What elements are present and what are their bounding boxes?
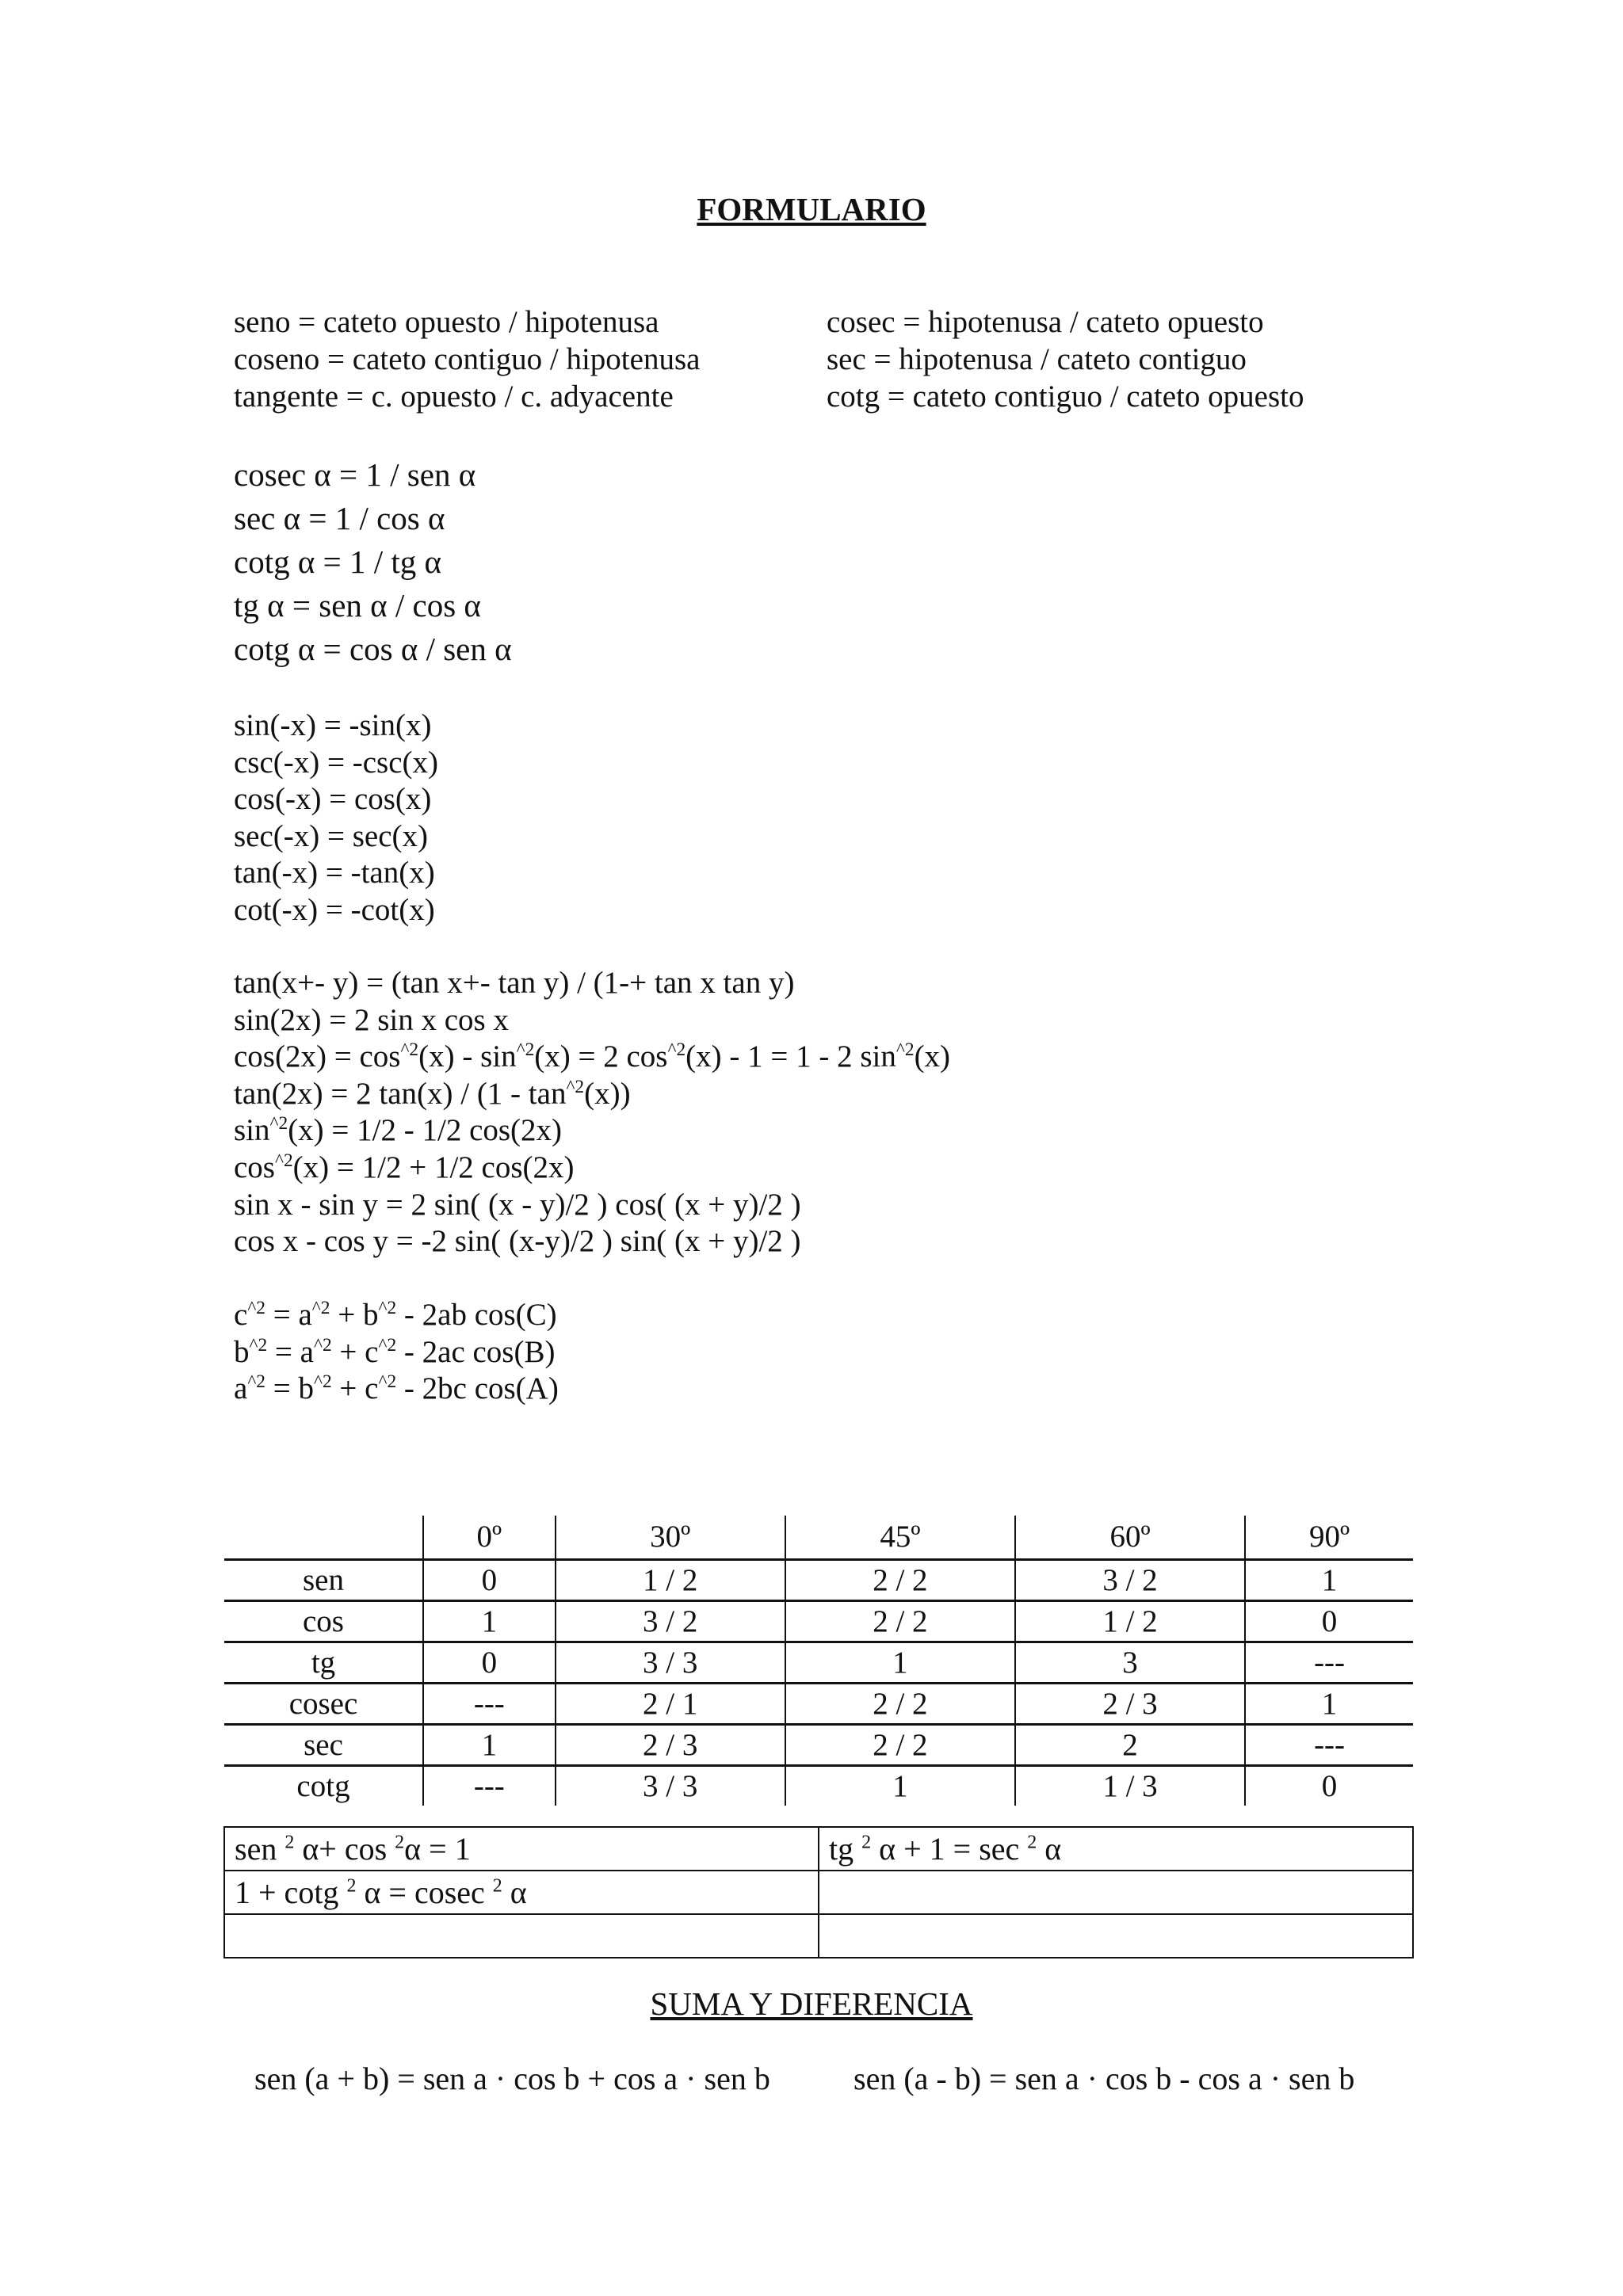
- sum-difference-title: SUMA Y DIFERENCIA: [650, 1985, 973, 2022]
- definitions-right: [827, 303, 1304, 415]
- formula-line: tan(2x) = 2 $\tan(x) / (1 - \tan^{\^{}2}(x))$: [234, 1076, 631, 1111]
- table-cell: 3 / 2: [1015, 1560, 1245, 1601]
- definition-line: seno = cateto opuesto / hipotenusa: [234, 305, 659, 339]
- table-cell: ---: [423, 1684, 556, 1725]
- table-header-row: [224, 1516, 1413, 1560]
- table-cell: 1 / 2: [1015, 1601, 1245, 1642]
- table-cell: cos: [224, 1601, 423, 1642]
- trig-values-table: [224, 1516, 1413, 1806]
- definitions-left: [234, 303, 700, 415]
- table-cell: 1 / 3: [1015, 1766, 1245, 1806]
- table-cell: 1: [1245, 1560, 1413, 1601]
- sum-formula: sen (a + b) = sen a · cos b + cos a · sen b: [254, 2061, 770, 2096]
- definition-line: sec = hipotenusa / cateto contiguo: [827, 342, 1247, 376]
- formula-line: csc(-x) = -csc(x): [234, 745, 439, 780]
- formula-line: tan(x+- y) = (tan x+- tan y) / (1-+ tan x tan y): [234, 966, 795, 1000]
- table-cell: 2 / 2: [785, 1601, 1015, 1642]
- identity-cell: sen $^2$ α+ cos $^2$α = 1: [224, 1827, 819, 1871]
- definition-line: cosec = hipotenusa / cateto opuesto: [827, 305, 1264, 339]
- table-cell: 2: [1015, 1725, 1245, 1766]
- table-cell: cosec: [224, 1684, 423, 1725]
- formula-line: cos x - cos y = -2 sin( (x-y)/2 ) sin( (x + y)/2 ): [234, 1224, 801, 1259]
- identity-cell: [819, 1871, 1413, 1914]
- table-row: [224, 1766, 1413, 1806]
- table-cell: 1 / 2: [556, 1560, 785, 1601]
- formula-line: cos(-x) = cos(x): [234, 782, 432, 817]
- table-header-cell: 90º: [1245, 1516, 1413, 1560]
- table-cell: 1: [423, 1725, 556, 1766]
- table-cell: ---: [423, 1766, 556, 1806]
- pythagorean-identities-table: [223, 1826, 1414, 1958]
- table-cell: ---: [1245, 1642, 1413, 1684]
- table-cell: 3 / 3: [556, 1766, 785, 1806]
- formula-line: cosec α = 1 / sen α: [234, 456, 476, 493]
- formula-line: $\sin^{\^{}2}(x) = 1/2 - 1/2$ cos(2x): [234, 1113, 563, 1148]
- table-row: [224, 1601, 1413, 1642]
- table-cell: 2 / 1: [556, 1684, 785, 1725]
- table-cell: 2 / 3: [556, 1725, 785, 1766]
- formula-line: cotg α = 1 / tg α: [234, 543, 441, 580]
- table-row: [224, 1725, 1413, 1766]
- identity-cell: [224, 1914, 819, 1958]
- table-cell: 0: [1245, 1766, 1413, 1806]
- page-title: FORMULARIO: [697, 191, 926, 227]
- table-cell: cotg: [296, 1768, 350, 1803]
- reciprocal-identities: [234, 453, 512, 671]
- formula-line: $a^{\^{}2} = b^{\^{}2} + c^{\^{}2} - 2bc$ cos(A): [234, 1371, 559, 1406]
- table-cell: 0: [423, 1560, 556, 1601]
- formula-line: tan(-x) = -tan(x): [234, 856, 435, 891]
- identity-cell: [819, 1914, 1413, 1958]
- table-cell: 2 / 2: [785, 1560, 1015, 1601]
- table-cell: sen: [224, 1560, 423, 1601]
- parity-identities: [234, 707, 438, 929]
- table-cell: 1: [785, 1766, 1015, 1806]
- formula-line: sec α = 1 / cos α: [234, 500, 445, 536]
- table-cell: 2 / 2: [785, 1725, 1015, 1766]
- identity-cell: 1 + cotg $^2$ α = cosec $^2$ α: [224, 1871, 819, 1914]
- formula-line: sin x - sin y = 2 sin( (x - y)/2 ) cos( (x + y)/2 ): [234, 1187, 801, 1222]
- table-header-cell: 60º: [1015, 1516, 1245, 1560]
- definition-line: tangente = c. opuesto / c. adyacente: [234, 379, 674, 414]
- law-of-cosines: [234, 1297, 559, 1408]
- table-header-cell: 45º: [785, 1516, 1015, 1560]
- formula-line: sec(-x) = sec(x): [234, 818, 429, 853]
- table-header-cell: 0º: [423, 1516, 556, 1560]
- table-cell: 0: [423, 1642, 556, 1684]
- table-row: [224, 1642, 1413, 1684]
- table-cell: 3: [1015, 1642, 1245, 1684]
- table-row: [224, 1914, 1413, 1958]
- table-cell: 2 / 2: [785, 1684, 1015, 1725]
- formula-line: cot(-x) = -cot(x): [234, 892, 435, 927]
- formula-line: $b^{\^{}2} = a^{\^{}2} + c^{\^{}2} - 2ac$ cos(B): [234, 1334, 556, 1369]
- table-row: [224, 1827, 1413, 1871]
- formula-line: sin(2x) = 2 sin x cos x: [234, 1002, 509, 1037]
- formula-line: $\cos(2x) = \cos^{\^{}2}(x) - \sin^{\^{}2}(x) = 2$ $\cos^{\^{}2}(x) - 1 = 1 - 2$ $\sin^{\^{}2}(x)$: [234, 1039, 951, 1074]
- table-header-cell: 30º: [556, 1516, 785, 1560]
- table-cell: 2 / 3: [1015, 1684, 1245, 1725]
- identity-cell: tg $^2$ α + 1 = sec $^2$ α: [819, 1827, 1413, 1871]
- definition-line: coseno = cateto contiguo / hipotenusa: [234, 342, 701, 376]
- formula-line: cotg α = cos α / sen α: [234, 631, 512, 667]
- formula-line: $c^{\^{}2} = a^{\^{}2} + b^{\^{}2} - 2ab$ cos(C): [234, 1298, 557, 1332]
- formula-line: $\cos^{\^{}2}(x) = 1/2 + 1/2$ cos(2x): [234, 1150, 575, 1184]
- difference-formula: sen (a - b) = sen a · cos b - cos a · sen b: [854, 2061, 1355, 2096]
- formula-line: tg α = sen α / cos α: [234, 587, 481, 624]
- table-cell: tg: [224, 1642, 423, 1684]
- definition-line: cotg = cateto contiguo / cateto opuesto: [827, 379, 1304, 414]
- table-cell: 1: [1245, 1684, 1413, 1725]
- table-cell: 0: [1245, 1601, 1413, 1642]
- table-cell: ---: [1245, 1725, 1413, 1766]
- table-row: [224, 1560, 1413, 1601]
- angle-identities: [234, 965, 950, 1261]
- table-cell: 1: [785, 1642, 1015, 1684]
- formula-line: sin(-x) = -sin(x): [234, 708, 432, 742]
- table-row: [224, 1871, 1413, 1914]
- table-cell: 3 / 3: [556, 1642, 785, 1684]
- table-row: [224, 1684, 1413, 1725]
- table-header-cell: [224, 1516, 423, 1560]
- table-cell: sec: [224, 1725, 423, 1766]
- table-cell: 3 / 2: [556, 1601, 785, 1642]
- table-cell: 1: [423, 1601, 556, 1642]
